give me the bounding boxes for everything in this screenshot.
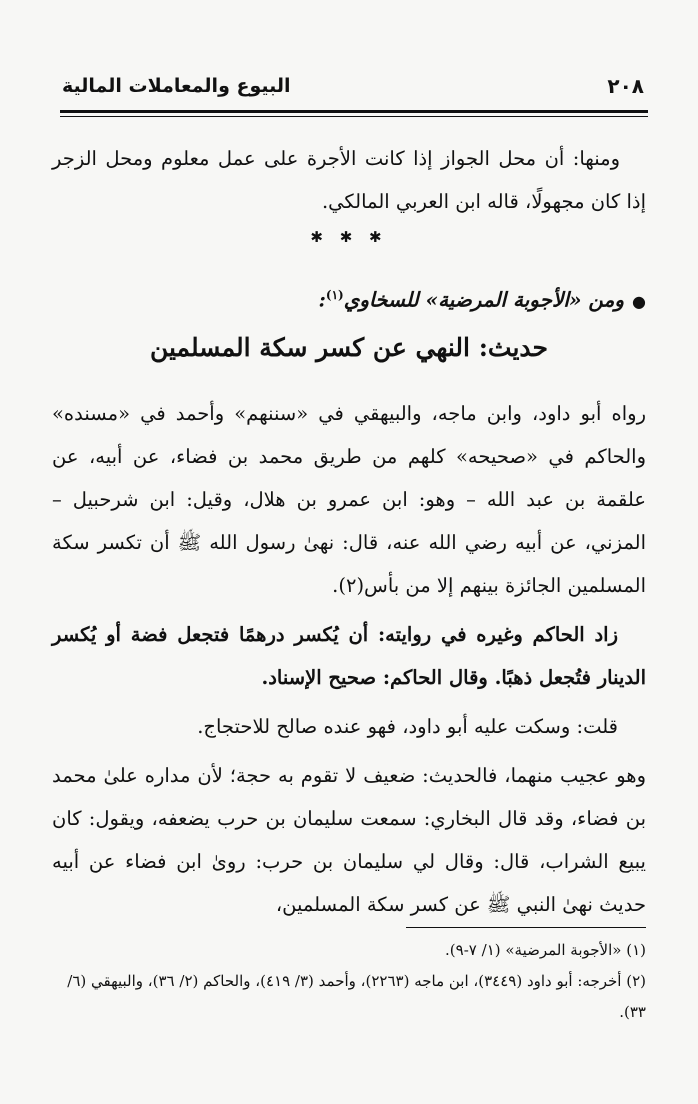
footnotes (52, 935, 646, 1028)
header-rule-thin (60, 116, 648, 117)
footnote-rule (406, 927, 646, 928)
intro-paragraph: ومنها: أن محل الجواز إذا كانت الأجرة على عمل معلوم ومحل الزجر إذا كان مجهولًا، قاله ابن العربي المالكي. (52, 147, 646, 213)
bullet-icon: ● (632, 291, 646, 311)
paragraph-addition: زاد الحاكم وغيره في روايته: أن يُكسر درهمًا فتجعل فضة أو يُكسر الدينار فتُجعل ذهبًا. وقال الحاكم: صحيح الإسناد. (52, 623, 646, 689)
footnote-2: (٢) أخرجه: أبو داود (٣٤٤٩)، ابن ماجه (٢٢٦٣)، وأحمد (٣/ ٤١٩)، والحاكم (٢/ ٣٦)، والبيهقي (٦/ ٣٣). (67, 972, 646, 1021)
hadith-title: حديث: النهي عن كسر سكة المسلمين (149, 333, 549, 362)
paragraph-narration: رواه أبو داود، وابن ماجه، والبيهقي في «سننهم» وأحمد في «مسنده» والحاكم في «صحيحه» كلهم من طريق محمد بن فضاء، عن أبيه، عن علقمة بن عبد الله – وهو: ابن عمرو بن هلال، وقيل: ابن شرحبيل – المزني، عن أبيه رضي الله عنه، قال: نهىٰ رسول الله ﷺ أن تكسر سكة المسلمين الجائزة بينهم إلا من بأس(٢). (52, 402, 646, 597)
paragraph-critique: وهو عجيب منهما، فالحديث: ضعيف لا تقوم به حجة؛ لأن مداره علىٰ محمد بن فضاء، وقد قال البخاري: سمعت سليمان بن حرب يضعفه، ويقول: كان يبيع الشراب، قال: وقال لي سليمان بن حرب: روىٰ ابن فضاء عن أبيه حديث نهىٰ النبي ﷺ عن كسر سكة المسلمين، (52, 764, 646, 916)
source-text: ومن «الأجوبة المرضية» للسخاوي (343, 287, 625, 312)
source-colon: : (318, 287, 326, 312)
footnote-ref-1: (١) (325, 288, 344, 302)
header-rule-thick (60, 110, 648, 113)
main-text (52, 392, 646, 926)
running-title: البيوع والمعاملات المالية (62, 75, 291, 97)
paragraph-comment: قلت: وسكت عليه أبو داود، فهو عنده صالح للاحتجاج. (197, 715, 618, 738)
intro-paragraph-block (52, 137, 646, 223)
source-heading (52, 275, 646, 322)
footnote-1: (١) «الأجوبة المرضية» (١/ ٧-٩). (445, 941, 646, 959)
section-separator: ✱ ✱ ✱ (310, 228, 388, 246)
page-header (62, 70, 644, 102)
page-number: ٢٠٨ (607, 74, 644, 98)
